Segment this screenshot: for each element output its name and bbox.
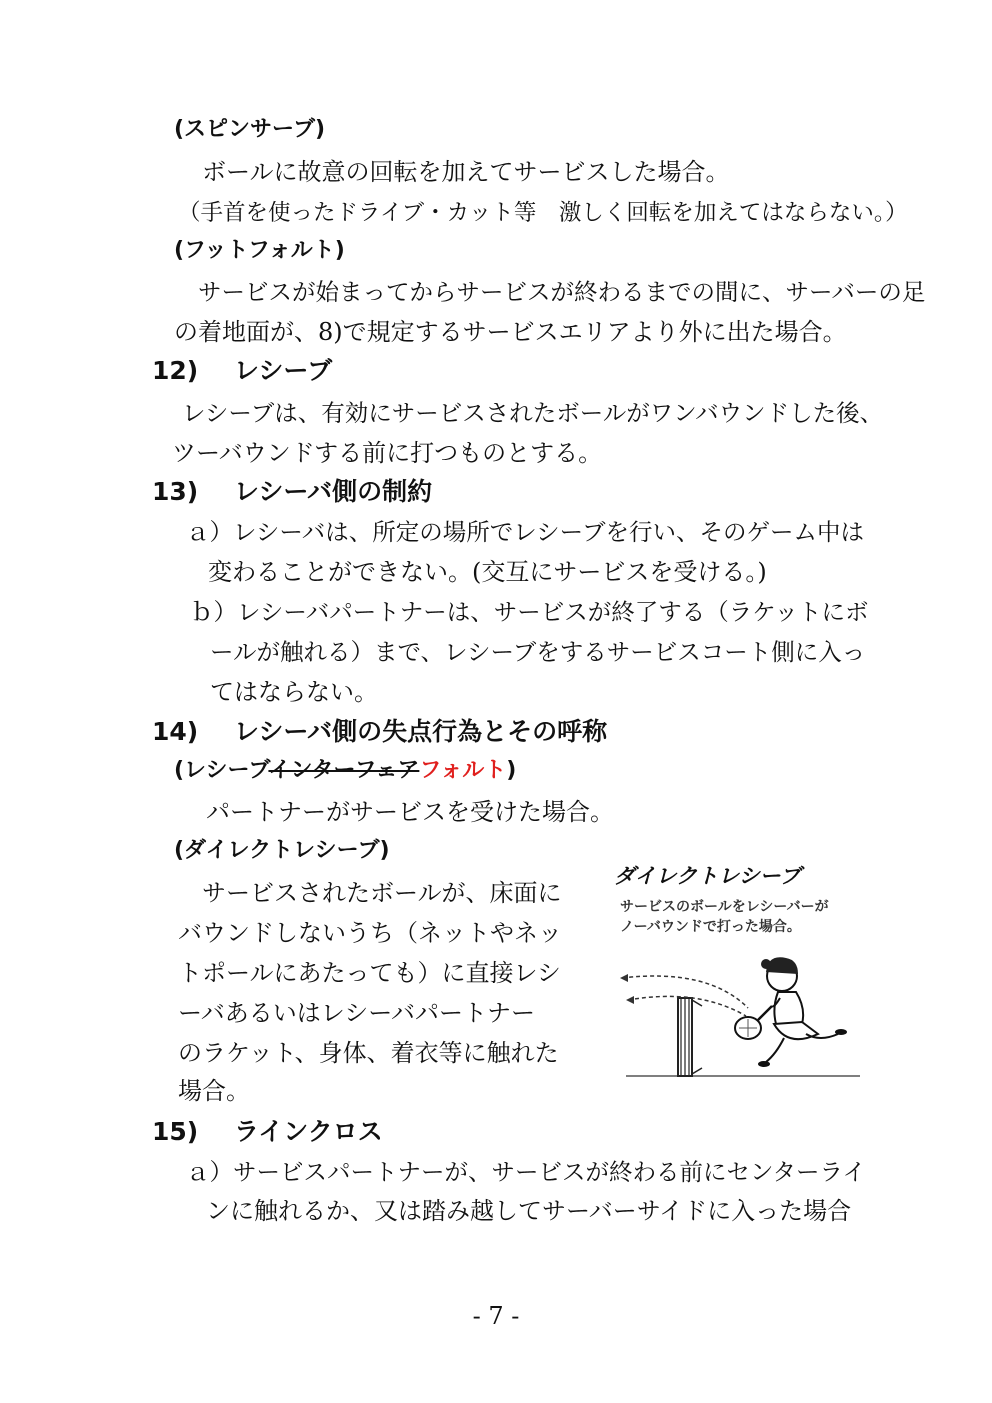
direct-receive-text-2: バウンドしないうち（ネットやネッ <box>178 919 562 947</box>
direct-receive-text-1: サービスされたボールが、床面に <box>202 879 562 907</box>
page-number: - 7 - <box>472 1302 520 1330</box>
section-15-number: 15) <box>152 1117 199 1146</box>
direct-receive-text-5: のラケット、身体、着衣等に触れた <box>178 1039 559 1067</box>
section-12-heading <box>152 354 332 388</box>
figure-caption-2: ノーバウンドで打った場合。 <box>620 919 801 935</box>
receive-fault-open: (レシーブ <box>174 758 269 783</box>
section-12-title: レシーブ <box>234 356 333 385</box>
spin-serve-text-2: （手首を使ったドライブ・カット等 激しく回転を加えてはならない。） <box>178 200 908 226</box>
section-12-text-2: ツーバウンドする前に打つものとする。 <box>172 439 603 467</box>
struck-term: インターフェア <box>268 758 420 783</box>
replacement-term: フォルト <box>419 758 507 783</box>
section-13-item-b-3: てはならない。 <box>210 678 378 706</box>
section-15-item-a-2: ンに触れるか、又は踏み越してサーバーサイドに入った場合 <box>206 1197 852 1225</box>
section-14-number: 14) <box>152 717 199 746</box>
section-13-item-a-1: ａ）レシーバは、所定の場所でレシーブを行い、そのゲーム中は <box>186 518 864 546</box>
direct-receive-text-6: 場合。 <box>178 1077 250 1105</box>
receive-fault-close: ) <box>506 758 517 783</box>
net-post <box>678 998 702 1076</box>
section-13-item-a-2: 変わることができない。(交互にサービスを受ける。) <box>208 558 767 586</box>
section-12-number: 12) <box>152 356 199 385</box>
foot-fault-text-2: の着地面が、8)で規定するサービスエリアより外に出た場合。 <box>174 318 847 346</box>
section-13-number: 13) <box>152 477 199 506</box>
foot-fault-heading: (フットフォルト) <box>174 238 345 263</box>
figure-caption-1: サービスのボールをレシーバーが <box>620 899 829 915</box>
direct-receive-text-4: ーバあるいはレシーバパートナー <box>178 999 535 1027</box>
section-14-heading <box>152 715 607 749</box>
section-15-title: ラインクロス <box>234 1117 383 1146</box>
section-15-item-a-1: ａ）サービスパートナーが、サービスが終わる前にセンターライ <box>186 1158 866 1186</box>
spin-serve-heading: (スピンサーブ) <box>174 117 326 142</box>
receive-fault-text: パートナーがサービスを受けた場合。 <box>206 798 614 826</box>
foot-fault-text-1: サービスが始まってからサービスが終わるまでの間に、サーバーの足 <box>198 278 926 306</box>
section-15-heading <box>152 1115 383 1149</box>
receive-fault-heading <box>174 754 516 788</box>
spin-serve-text-1: ボールに故意の回転を加えてサービスした場合。 <box>202 158 730 186</box>
section-12-text-1: レシーブは、有効にサービスされたボールがワンバウンドした後、 <box>182 399 884 427</box>
section-13-heading <box>152 475 432 509</box>
section-13-title: レシーバ側の制約 <box>234 477 433 506</box>
direct-receive-figure <box>598 848 898 1083</box>
direct-receive-text-3: トポールにあたっても）に直接レシ <box>178 959 561 987</box>
player-hitting-ball-icon <box>598 848 898 1083</box>
section-13-item-b-1: ｂ）レシーバパートナーは、サービスが終了する（ラケットにボ <box>190 598 869 626</box>
section-13-item-b-2: ールが触れる）まで、レシーブをするサービスコート側に入っ <box>210 638 866 666</box>
figure-title: ダイレクトレシーブ <box>614 864 801 888</box>
section-14-title: レシーバ側の失点行為とその呼称 <box>234 717 608 746</box>
direct-receive-heading: (ダイレクトレシーブ) <box>174 838 390 863</box>
